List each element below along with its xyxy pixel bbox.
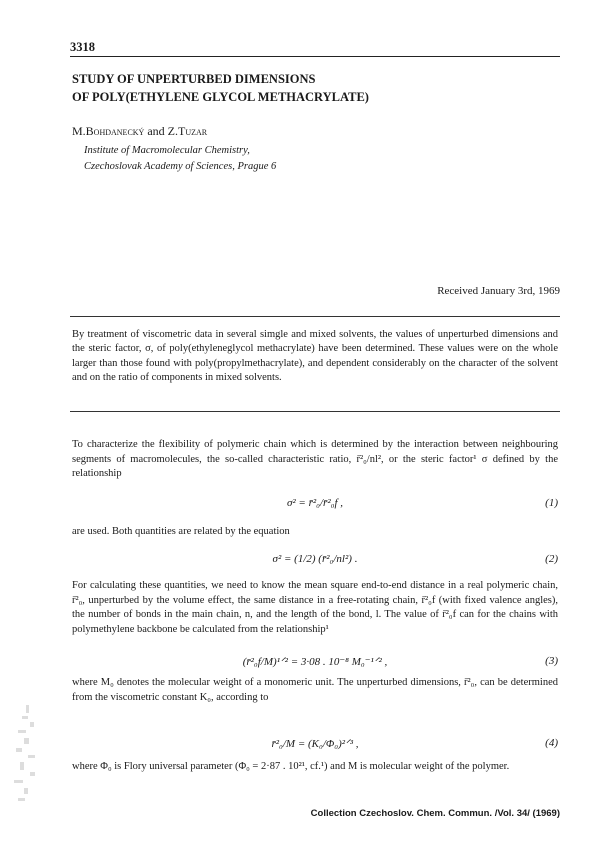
- equation-1-expression: σ² = r̄²₀/r̄²₀f ,: [286, 497, 344, 509]
- equation-1: [72, 497, 558, 515]
- affiliation: [84, 143, 276, 175]
- paragraph-2: are used. Both quantities are related by the equation: [72, 526, 290, 537]
- affiliation-line-2: Czechoslovak Academy of Sciences, Prague 6: [84, 161, 277, 172]
- journal-citation: Collection Czechoslov. Chem. Commun. /Vol. 34/ (1969): [310, 808, 560, 819]
- page-number: 3318: [70, 40, 95, 54]
- equation-3: [72, 655, 558, 673]
- abstract-top-rule: [70, 316, 560, 317]
- author-2: Z.Tuzar: [167, 124, 208, 138]
- header-rule: [70, 56, 560, 57]
- abstract: By treatment of viscometric data in several simgle and mixed solvents, the values of unperturbed dimensions and the steric factor, σ, of poly(ethyleneglycol methacrylate) have been determined. These values were on the whole larger than those found with poly(propylmethacrylate), and dependent considerably on the character of the solvent and on the ratio of components in mixed solvents.: [72, 329, 558, 384]
- title-line-2: OF POLY(ETHYLENE GLYCOL METHACRYLATE): [72, 90, 369, 104]
- faded-margin-stamp: [8, 700, 48, 810]
- received-date: Received January 3rd, 1969: [437, 285, 560, 297]
- equation-4-number: (4): [545, 737, 558, 749]
- author-conjunction: and: [144, 124, 168, 138]
- equation-2-expression: σ² = (1/2) (r̄²₀/nl²) .: [272, 553, 358, 565]
- author-1: M.Bohdanecký: [72, 124, 145, 138]
- authors: [72, 124, 207, 139]
- equation-1-number: (1): [545, 497, 558, 509]
- equation-2-number: (2): [545, 553, 558, 565]
- title-line-1: STUDY OF UNPERTURBED DIMENSIONS: [72, 72, 316, 86]
- equation-3-number: (3): [545, 655, 558, 667]
- paragraph-3: For calculating these quantities, we need to know the mean square end-to-end distance in a real polymeric chain, r̄²₀, unperturbed by the volume effect, the same distance in a free-rotating chain, r̄²₀f (with fixed valence angles), the number of bonds in the main chain, n, and the length of the bond, l. The value of r̄²₀f can for the chains with polymethylene backbone be calculated from the relationship¹: [72, 580, 558, 635]
- paragraph-4: where M₀ denotes the molecular weight of a monomeric unit. The unperturbed dimensions, r̄²₀, can be determined from the viscometric constant K₀, according to: [72, 677, 558, 703]
- equation-3-expression: (r̄²₀f/M)¹ᐟ² = 3·08 . 10⁻⁸ M₀⁻¹ᐟ² ,: [242, 656, 388, 668]
- paragraph-1: To characterize the flexibility of polymeric chain which is determined by the interaction between neighbouring segments of macromolecules, the so-called characteristic ratio, r̄²₀/nl², or the steric factor¹ σ defined by the relationship: [72, 439, 558, 480]
- equation-4: [72, 737, 558, 755]
- article-title: [72, 70, 552, 106]
- paragraph-5: where Φ₀ is Flory universal parameter (Φ₀ = 2·87 . 10²¹, cf.¹) and M is molecular weight of the polymer.: [72, 761, 510, 772]
- affiliation-line-1: Institute of Macromolecular Chemistry,: [84, 145, 250, 156]
- equation-4-expression: r̄²₀/M = (K₀/Φ₀)²ᐟ³ ,: [271, 738, 359, 750]
- equation-2: [72, 553, 558, 571]
- abstract-bottom-rule: [70, 411, 560, 412]
